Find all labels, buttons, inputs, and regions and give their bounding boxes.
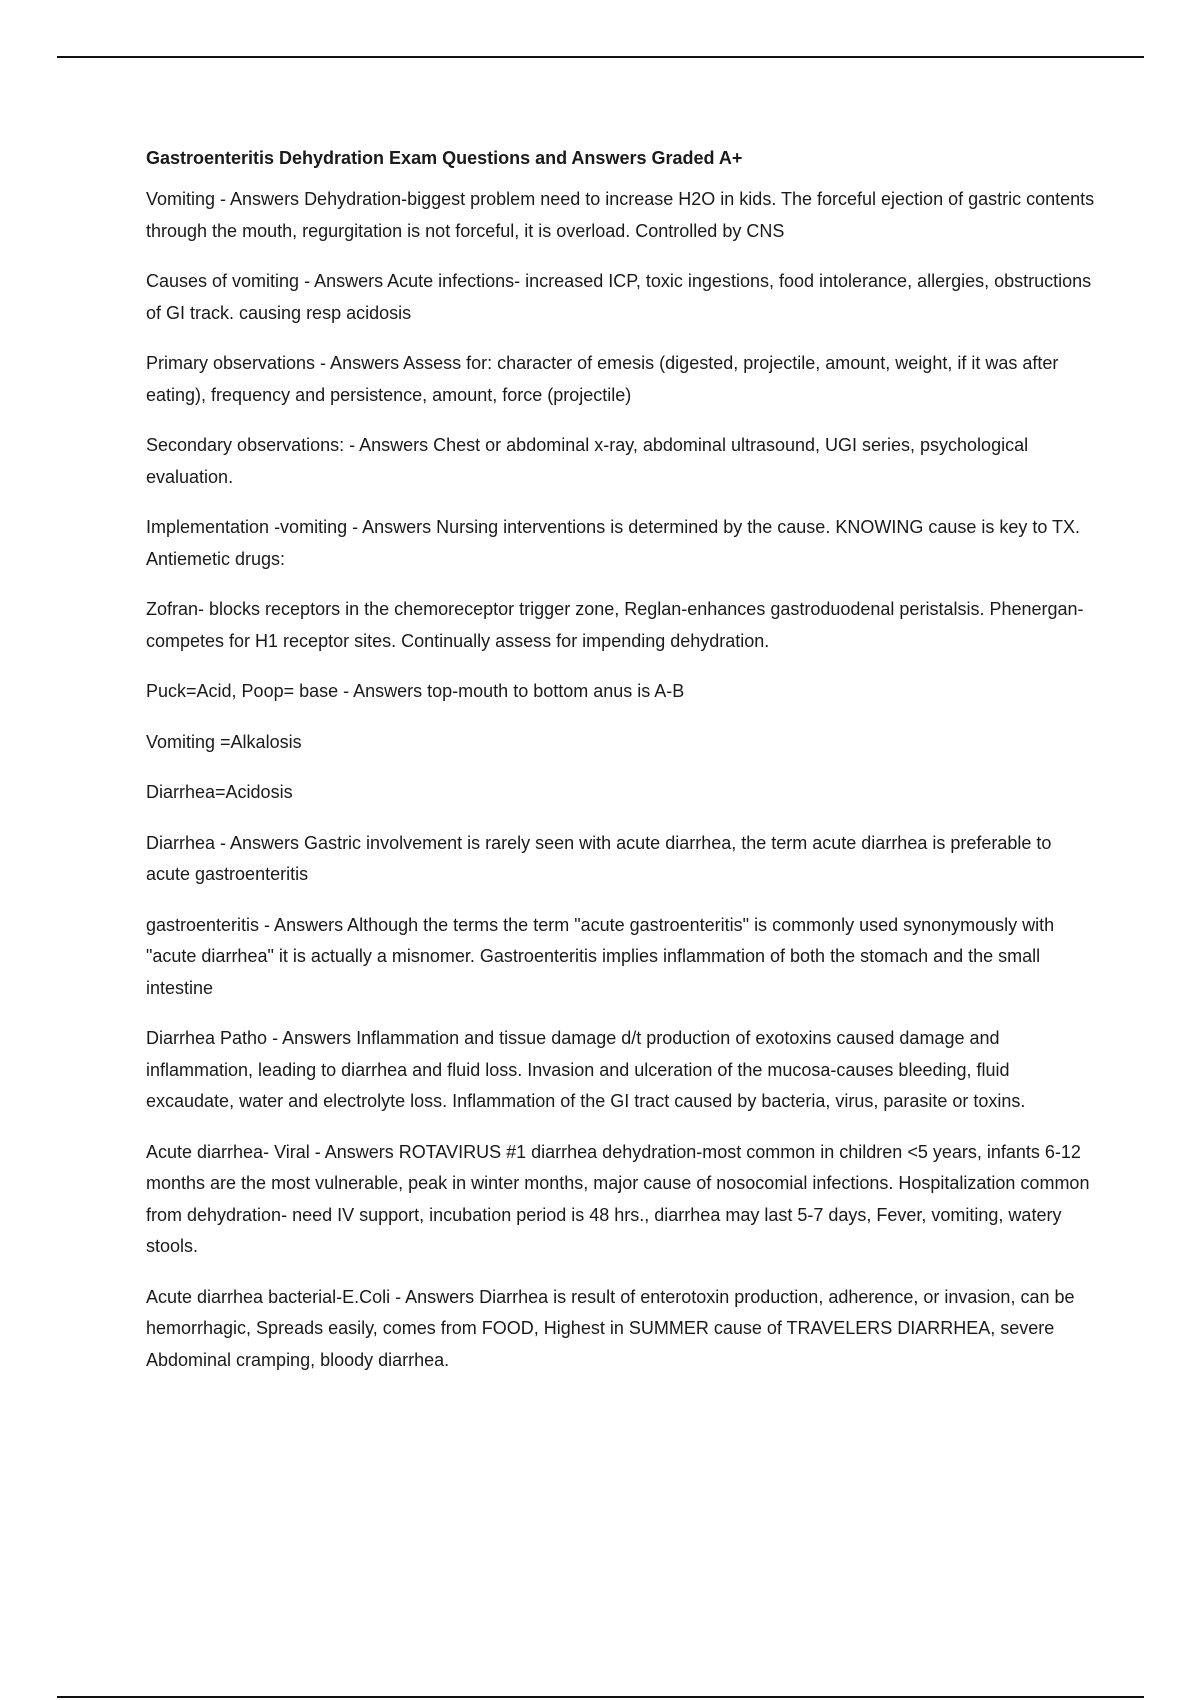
qa-paragraph: Diarrhea - Answers Gastric involvement is rarely seen with acute diarrhea, the term acute diarrhea is preferable to acute gastroenteritis [146,832,1052,884]
qa-paragraph: gastroenteritis - Answers Although the terms the term "acute gastroenteritis" is commonly used synonymously with "acute diarrhea" it is actually a misnomer. Gastroenteritis implies inflammation of both the stomach and the small intestine [146,914,1055,998]
qa-paragraph: Causes of vomiting - Answers Acute infections- increased ICP, toxic ingestions, food intolerance, allergies, obstructions of GI track. causing resp acidosis [146,271,1092,323]
qa-paragraph: Vomiting - Answers Dehydration-biggest problem need to increase H2O in kids. The forceful ejection of gastric contents through the mouth, regurgitation is not forceful, it is overload. Controlled by CNS [146,189,1095,241]
qa-paragraph: Acute diarrhea bacterial-E.Coli - Answers Diarrhea is result of enterotoxin production, adherence, or invasion, can be hemorrhagic, Spreads easily, comes from FOOD, Highest in SUMMER cause of TRAVELERS DIARRHEA, severe Abdominal cramping, bloody diarrhea. [146,1286,1075,1370]
header-rule [57,56,1144,58]
qa-paragraph: Diarrhea Patho - Answers Inflammation and tissue damage d/t production of exotoxins caused damage and inflammation, leading to diarrhea and fluid loss. Invasion and ulceration of the mucosa-causes bleeding, fluid excaudate, water and electrolyte loss. Inflammation of the GI tract caused by bacteria, virus, parasite or toxins. [146,1028,1026,1111]
footer-rule [57,1696,1144,1698]
qa-paragraph: Zofran- blocks receptors in the chemoreceptor trigger zone, Reglan-enhances gastroduodenal peristalsis. Phenergan-competes for H1 receptor sites. Continually assess for impending dehydration. [146,599,1084,651]
qa-paragraph: Primary observations - Answers Assess for: character of emesis (digested, projectile, amount, weight, if it was after eating), frequency and persistence, amount, force (projectile) [146,353,1059,405]
qa-paragraph: Acute diarrhea- Viral - Answers ROTAVIRUS #1 diarrhea dehydration-most common in children <5 years, infants 6-12 months are the most vulnerable, peak in winter months, major cause of nosocomial infections. Hospitalization common from dehydration- need IV support, incubation period is 48 hrs., diarrhea may last 5-7 days, Fever, vomiting, watery stools. [146,1141,1090,1256]
qa-paragraph: Secondary observations: - Answers Chest or abdominal x-ray, abdominal ultrasound, UGI series, psychological evaluation. [146,435,1029,487]
qa-paragraph: Vomiting =Alkalosis [146,731,302,752]
document-body [146,142,1096,1395]
qa-paragraph: Implementation -vomiting - Answers Nursing interventions is determined by the cause. KNOWING cause is key to TX. Antiemetic drugs: [146,517,1081,569]
qa-paragraph: Puck=Acid, Poop= base - Answers top-mouth to bottom anus is A-B [146,681,685,701]
qa-paragraph: Diarrhea=Acidosis [146,782,293,802]
document-title: Gastroenteritis Dehydration Exam Questions and Answers Graded A+ [146,148,743,168]
